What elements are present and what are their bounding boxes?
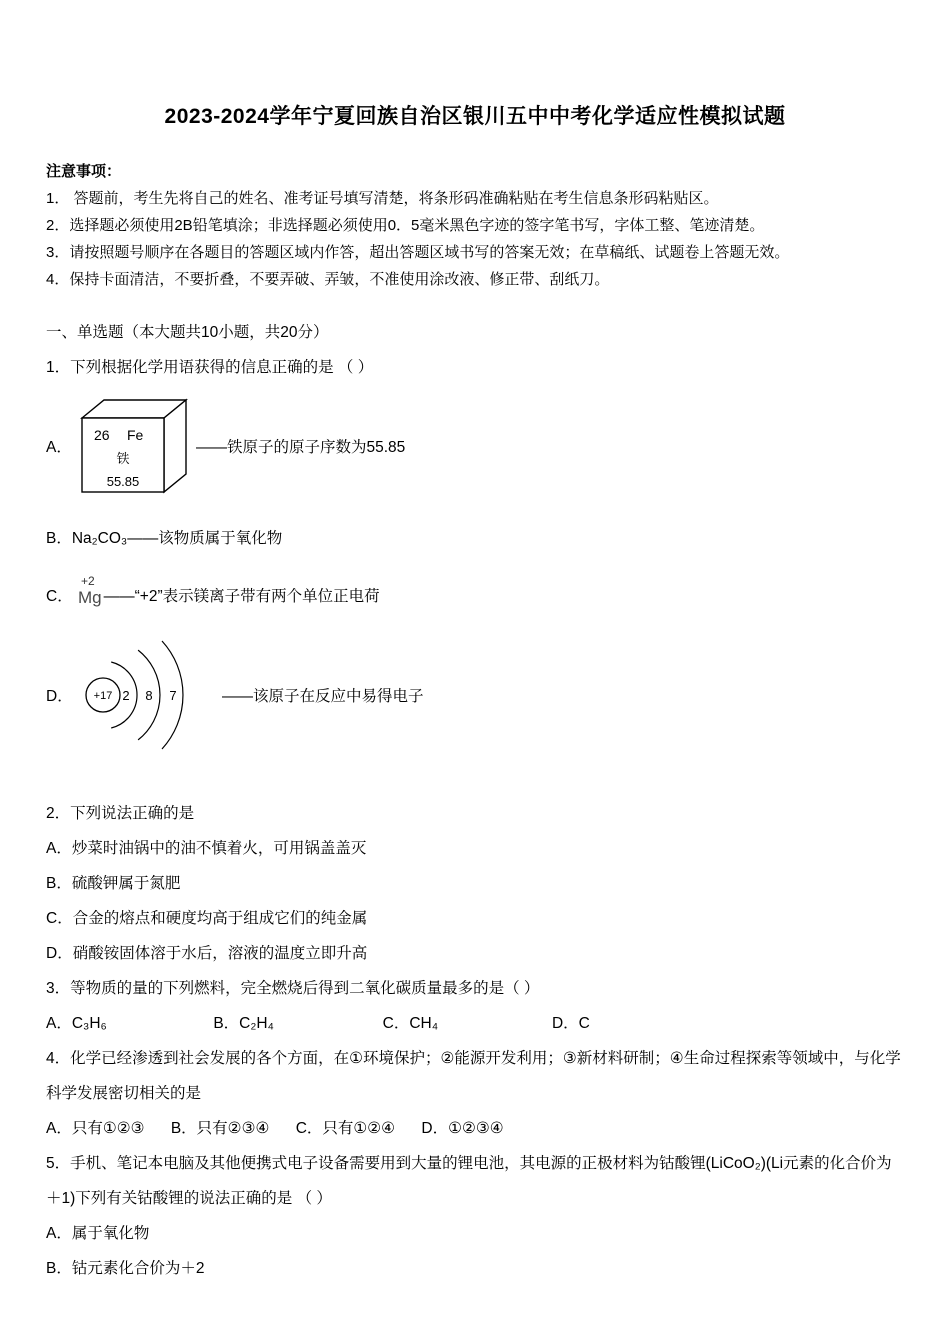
notice-section [46,158,904,293]
option-d-text: ——该原子在反应中易得电子 [222,688,424,705]
q4-option-d: D．①②③④ [421,1120,504,1137]
option-b-label: B． [46,530,72,547]
section-1-heading: 一、单选题（本大题共10小题，共20分） [46,324,329,341]
question-1-stem: 1．下列根据化学用语获得的信息正确的是 （ ） [46,359,374,376]
shell-1-count: 2 [122,688,130,703]
mg-charge-label: +2 [81,574,95,588]
q1-option-a [46,395,904,497]
question-5 [46,1146,904,1286]
notice-item-3: 3．请按照题号顺序在各题目的答题区域内作答，超出答题区域书写的答案无效；在草稿纸、试题卷上答题无效。 [46,244,790,261]
notice-item-4: 4．保持卡面清洁，不要折叠，不要弄破、弄皱，不准使用涂改液、修正带、刮纸刀。 [46,271,610,288]
element-atomic-mass: 55.85 [106,474,140,489]
option-b-text: Na₂CO₃——该物质属于氧化物 [71,530,283,547]
question-2 [46,796,904,971]
option-d-label: D． [46,688,73,705]
shell-3-count: 7 [169,688,177,703]
element-name: 铁 [116,451,130,466]
option-c-text: ——“+2”表示镁离子带有两个单位正电荷 [103,588,380,605]
atomic-structure-diagram [78,637,216,753]
page-title: 2023-2024学年宁夏回族自治区银川五中中考化学适应性模拟试题 [164,105,786,128]
q1-option-c [46,575,904,608]
mg-ion-notation [78,575,102,608]
notice-item-1: 1． 答题前，考生先将自己的姓名、准考证号填写清楚，将条形码准确粘贴在考生信息条形码粘贴区。 [46,190,719,207]
q4-option-a: A．只有①②③ [46,1120,145,1137]
q4-options-row [46,1111,904,1146]
q3-option-d: D．C [551,1015,590,1032]
periodic-element-cell-diagram [78,396,192,496]
q2-option-c: C．合金的熔点和硬度均高于组成它们的纯金属 [46,910,368,927]
spacer [46,754,904,796]
q2-option-a: A．炒菜时油锅中的油不慎着火，可用锅盖盖灭 [46,840,367,857]
mg-symbol: Mg [78,588,102,607]
question-3 [46,971,904,1041]
option-c-label: C． [46,588,73,605]
q5-option-b: B．钴元素化合价为＋2 [46,1260,205,1277]
q4-option-c: C．只有①②④ [295,1120,396,1137]
element-symbol: Fe [127,427,144,443]
question-5-stem: 5．手机、笔记本电脑及其他便携式电子设备需要用到大量的锂电池，其电源的正极材料为钴酸锂(LiCoO₂)(Li元素的化合价为＋1)下列有关钴酸锂的说法正确的是 （ ） [46,1155,892,1207]
option-a-text: ——铁原子的原子序数为55.85 [196,439,406,456]
q1-option-b [46,527,904,551]
nucleus-charge: +17 [93,690,113,702]
q2-option-b: B．硫酸钾属于氮肥 [46,875,181,892]
q3-option-b: B．C₂H₄ [213,1015,274,1032]
q3-options-row [46,1006,904,1041]
q2-option-d: D．硝酸铵固体溶于水后，溶液的温度立即升高 [46,945,368,962]
q4-option-b: B．只有②③④ [170,1120,270,1137]
question-3-stem: 3．等物质的量的下列燃料，完全燃烧后得到二氧化碳质量最多的是（ ） [46,980,540,997]
q3-option-c: C．CH₄ [382,1015,439,1032]
q3-option-a: A．C₃H₆ [46,1015,107,1032]
notice-item-2: 2．选择题必须使用2B铅笔填涂；非选择题必须使用0．5毫米黑色字迹的签字笔书写，字体工整、笔迹清楚。 [46,217,765,234]
q5-option-a: A．属于氧化物 [46,1225,150,1242]
question-4-stem: 4．化学已经渗透到社会发展的各个方面，在①环境保护；②能源开发利用；③新材料研制；④生命过程探索等领域中，与化学科学发展密切相关的是 [46,1050,901,1102]
element-atomic-number: 26 [94,427,110,443]
question-4 [46,1041,904,1146]
question-1 [46,350,904,754]
notice-heading: 注意事项： [46,163,122,180]
shell-2-count: 8 [145,688,153,703]
option-a-label: A． [46,439,72,456]
q1-option-d [46,636,904,754]
question-2-stem: 2．下列说法正确的是 [46,805,195,822]
